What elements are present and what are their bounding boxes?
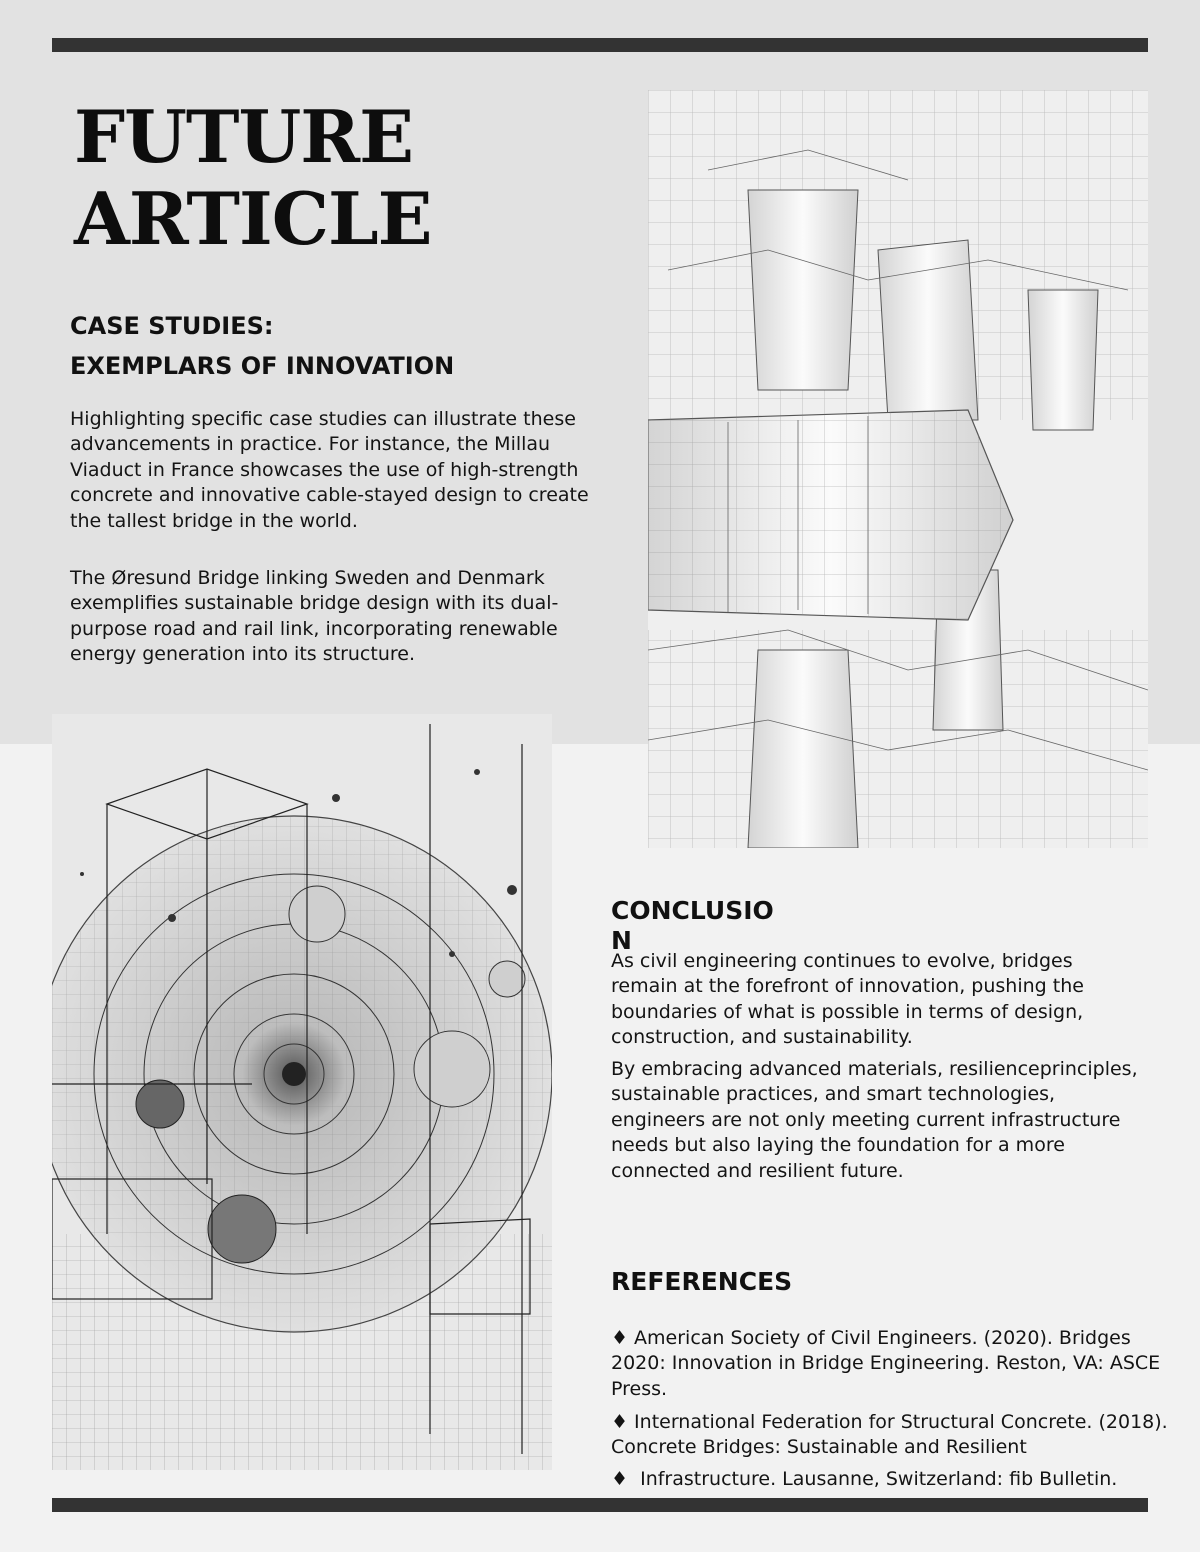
conclusion-paragraph-2: By embracing advanced materials, resilienceprinciples, sustainable practices, and smart technologies, engineers are not only meeting current infrastructure needs but also laying the foundation for a more connected and resilient future. <box>611 1058 1138 1182</box>
diamond-bullet-icon: ♦ <box>611 1327 629 1349</box>
reference-text: American Society of Civil Engineers. (2020). Bridges 2020: Innovation in Bridge Engineering. Reston, VA: ASCE Press. <box>611 1327 1161 1400</box>
reference-item <box>611 1410 1171 1461</box>
wireframe-sphere-image <box>52 714 552 1470</box>
reference-item <box>611 1467 1171 1492</box>
diamond-bullet-icon: ♦ <box>611 1411 629 1433</box>
title-line-2: ARTICLE <box>74 176 432 261</box>
reference-text: International Federation for Structural Concrete. (2018). Concrete Bridges: Sustainable and Resilient <box>611 1411 1168 1459</box>
case-studies-heading-line-2: EXEMPLARS OF INNOVATION <box>70 352 455 380</box>
case-studies-heading-line-1: CASE STUDIES: <box>70 312 274 340</box>
references-heading: REFERENCES <box>611 1267 793 1296</box>
reference-text: Infrastructure. Lausanne, Switzerland: fib Bulletin. <box>634 1468 1118 1490</box>
case-studies-heading <box>70 306 454 386</box>
reference-item <box>611 1326 1171 1402</box>
conclusion-heading: CONCLUSION <box>611 896 774 955</box>
title-line-1: FUTURE <box>74 94 413 179</box>
case-studies-paragraph-1: Highlighting specific case studies can illustrate these advancements in practice. For instance, the Millau Viaduct in France showcases the use of high-strength concrete and innovative cable-stayed design to create the tallest bridge in the world. <box>70 408 589 532</box>
top-divider-bar <box>52 38 1148 52</box>
article-title <box>74 96 432 260</box>
case-studies-paragraph-2: The Øresund Bridge linking Sweden and Denmark exemplifies sustainable bridge design with its dual-purpose road and rail link, incorporating renewable energy generation into its structure. <box>70 567 559 666</box>
wireframe-structure-image <box>648 90 1148 848</box>
diamond-bullet-icon: ♦ <box>611 1468 629 1490</box>
conclusion-paragraph-1: As civil engineering continues to evolve, bridges remain at the forefront of innovation, pushing the boundaries of what is possible in terms of design, construction, and sustainability. <box>611 950 1084 1049</box>
bottom-divider-bar <box>52 1498 1148 1512</box>
